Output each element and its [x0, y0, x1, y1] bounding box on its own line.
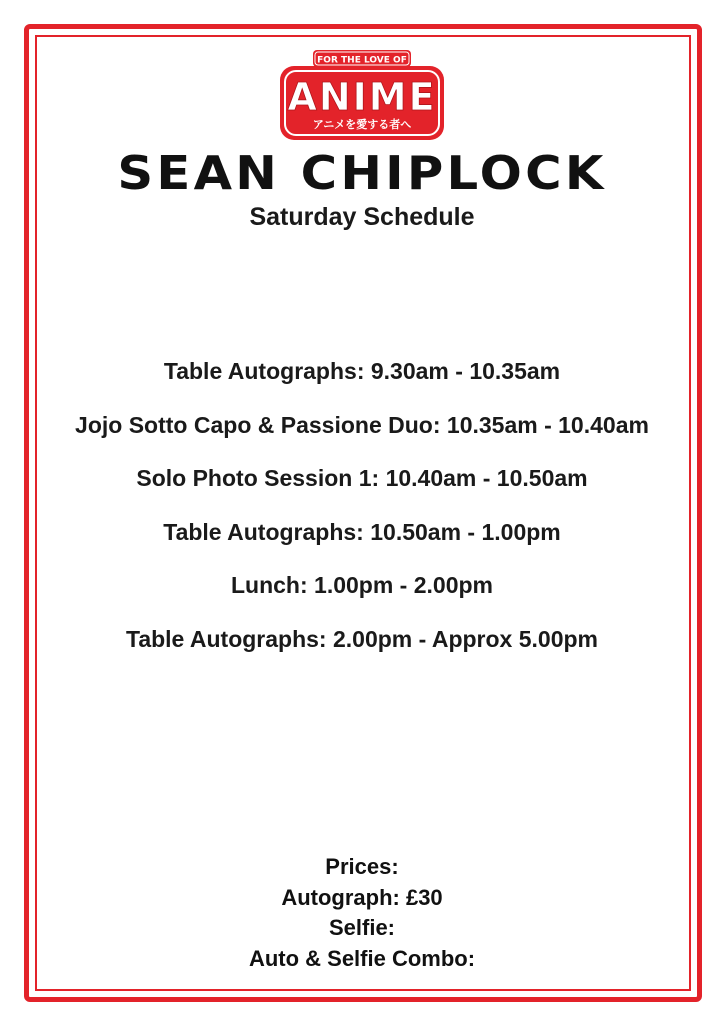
schedule-item: Jojo Sotto Capo & Passione Duo: 10.35am - 10.40am	[75, 411, 649, 438]
schedule-item: Lunch: 1.00pm - 2.00pm	[230, 572, 493, 598]
logo-sub-text: アニメを愛する者へ	[312, 118, 412, 131]
performer-name: SEAN CHIPLOCK	[117, 146, 607, 200]
schedule-list	[0, 349, 724, 670]
for-the-love-of-anime-logo	[277, 50, 447, 142]
price-selfie: Selfie:	[328, 915, 396, 940]
prices-section	[0, 852, 724, 974]
schedule-item: Solo Photo Session 1: 10.40am - 10.50am	[136, 465, 588, 491]
schedule-title: Saturday Schedule	[249, 203, 475, 231]
schedule-item: Table Autographs: 9.30am - 10.35am	[163, 358, 561, 384]
prices-heading: Prices:	[325, 854, 399, 879]
logo-main-text: ANIME	[287, 75, 437, 119]
price-combo: Auto & Selfie Combo:	[248, 945, 476, 971]
schedule-item: Table Autographs: 2.00pm - Approx 5.00pm	[125, 625, 598, 652]
price-autograph: Autograph: £30	[281, 884, 443, 910]
schedule-item: Table Autographs: 10.50am - 1.00pm	[163, 518, 561, 545]
logo-top-text: FOR THE LOVE OF	[317, 55, 407, 66]
